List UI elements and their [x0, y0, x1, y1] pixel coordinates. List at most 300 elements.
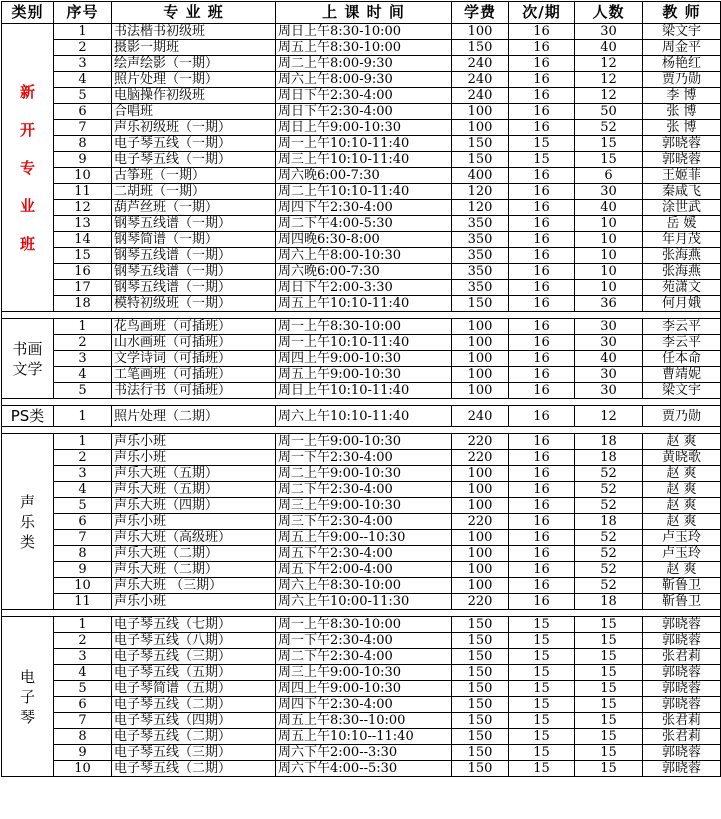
table-row: [2, 514, 721, 530]
row-index: 6: [54, 514, 112, 530]
separator-cell: [2, 399, 721, 406]
row-capacity: 12: [575, 406, 643, 427]
row-fee: 100: [452, 335, 509, 351]
row-fee: 240: [452, 88, 509, 104]
row-sessions: 15: [509, 729, 575, 745]
row-time: 周六下午4:00--5:30: [276, 761, 452, 777]
row-sessions: 16: [509, 578, 575, 594]
row-time: 周二下午4:00-5:30: [276, 216, 452, 232]
table-row: [2, 578, 721, 594]
row-sessions: 16: [509, 466, 575, 482]
row-sessions: 16: [509, 104, 575, 120]
section-separator: [2, 399, 721, 406]
row-time: 周六上午8:00-9:30: [276, 72, 452, 88]
table-row: [2, 136, 721, 152]
row-class-name: 电子琴简谱（五期）: [112, 681, 276, 697]
row-class-name: 电子琴五线（二期）: [112, 761, 276, 777]
header-index: 序号: [54, 2, 112, 24]
row-capacity: 18: [575, 450, 643, 466]
row-time: 周日下午2:30-4:00: [276, 104, 452, 120]
table-row: [2, 216, 721, 232]
row-capacity: 52: [575, 546, 643, 562]
row-index: 1: [54, 406, 112, 427]
table-row: [2, 120, 721, 136]
category-cell: [2, 406, 54, 427]
row-fee: 150: [452, 649, 509, 665]
row-teacher: 靳鲁卫: [643, 578, 721, 594]
row-teacher: 靳鲁卫: [643, 594, 721, 610]
row-class-name: 声乐大班（四期）: [112, 498, 276, 514]
row-capacity: 30: [575, 335, 643, 351]
row-capacity: 40: [575, 40, 643, 56]
row-capacity: 6: [575, 168, 643, 184]
row-fee: 150: [452, 633, 509, 649]
row-class-name: 电子琴五线（二期）: [112, 729, 276, 745]
row-teacher: 卢玉玲: [643, 530, 721, 546]
row-time: 周六上午10:00-11:30: [276, 594, 452, 610]
row-capacity: 30: [575, 383, 643, 399]
row-index: 8: [54, 136, 112, 152]
row-capacity: 12: [575, 72, 643, 88]
row-class-name: 声乐小班: [112, 450, 276, 466]
row-class-name: 声乐大班（五期）: [112, 482, 276, 498]
table-row: [2, 24, 721, 40]
row-class-name: 电子琴五线（四期）: [112, 713, 276, 729]
row-sessions: 16: [509, 594, 575, 610]
row-time: 周二下午2:30-4:00: [276, 482, 452, 498]
row-time: 周五下午2:00-4:00: [276, 562, 452, 578]
row-index: 9: [54, 562, 112, 578]
row-time: 周三上午10:10-11:40: [276, 152, 452, 168]
row-class-name: 钢琴五线谱（一期）: [112, 248, 276, 264]
table-body: [2, 24, 721, 777]
row-index: 4: [54, 367, 112, 383]
table-row: [2, 482, 721, 498]
row-capacity: 15: [575, 761, 643, 777]
row-fee: 150: [452, 761, 509, 777]
row-capacity: 52: [575, 466, 643, 482]
row-fee: 100: [452, 104, 509, 120]
row-sessions: 16: [509, 562, 575, 578]
row-time: 周一下午2:30-4:00: [276, 450, 452, 466]
row-teacher: 郭晓蓉: [643, 633, 721, 649]
row-class-name: 照片处理（二期）: [112, 406, 276, 427]
row-capacity: 10: [575, 248, 643, 264]
row-capacity: 10: [575, 232, 643, 248]
row-sessions: 16: [509, 514, 575, 530]
schedule-sheet: [0, 1, 721, 819]
row-time: 周五上午8:30--10:00: [276, 713, 452, 729]
row-sessions: 16: [509, 168, 575, 184]
row-time: 周五上午10:10--11:40: [276, 729, 452, 745]
row-class-name: 电子琴五线（二期）: [112, 697, 276, 713]
row-sessions: 16: [509, 88, 575, 104]
row-class-name: 电脑操作初级班: [112, 88, 276, 104]
row-capacity: 12: [575, 88, 643, 104]
row-index: 11: [54, 594, 112, 610]
row-sessions: 15: [509, 152, 575, 168]
row-teacher: 赵 爽: [643, 562, 721, 578]
category-cell: [2, 24, 54, 312]
row-capacity: 10: [575, 264, 643, 280]
row-time: 周日上午10:10-11:40: [276, 383, 452, 399]
row-time: 周日下午2:30-4:00: [276, 88, 452, 104]
row-teacher: 梁文宇: [643, 24, 721, 40]
category-label: 电子琴: [19, 667, 35, 726]
category-cell: [2, 319, 54, 399]
row-capacity: 15: [575, 745, 643, 761]
row-capacity: 10: [575, 216, 643, 232]
row-class-name: 电子琴五线（八期）: [112, 633, 276, 649]
separator-cell: [2, 610, 721, 617]
table-row: [2, 745, 721, 761]
table-row: [2, 351, 721, 367]
row-sessions: 15: [509, 633, 575, 649]
table-row: [2, 697, 721, 713]
row-index: 10: [54, 168, 112, 184]
row-teacher: 赵 爽: [643, 466, 721, 482]
row-index: 3: [54, 56, 112, 72]
row-index: 7: [54, 713, 112, 729]
row-sessions: 15: [509, 697, 575, 713]
row-index: 11: [54, 184, 112, 200]
row-sessions: 16: [509, 351, 575, 367]
row-index: 10: [54, 761, 112, 777]
row-capacity: 15: [575, 136, 643, 152]
row-time: 周二上午10:10-11:40: [276, 184, 452, 200]
row-class-name: 工笔画班（可插班）: [112, 367, 276, 383]
row-fee: 350: [452, 280, 509, 296]
row-fee: 100: [452, 498, 509, 514]
row-capacity: 15: [575, 649, 643, 665]
row-index: 9: [54, 152, 112, 168]
row-fee: 100: [452, 530, 509, 546]
row-teacher: 张君莉: [643, 713, 721, 729]
table-row: [2, 184, 721, 200]
row-teacher: 赵 爽: [643, 498, 721, 514]
row-sessions: 16: [509, 482, 575, 498]
row-fee: 220: [452, 450, 509, 466]
row-sessions: 16: [509, 216, 575, 232]
row-time: 周六下午2:00--3:30: [276, 745, 452, 761]
table-row: [2, 200, 721, 216]
row-teacher: 郭晓蓉: [643, 761, 721, 777]
row-teacher: 赵 爽: [643, 482, 721, 498]
row-index: 6: [54, 104, 112, 120]
table-row: [2, 546, 721, 562]
row-class-name: 电子琴五线（七期）: [112, 617, 276, 633]
row-fee: 100: [452, 367, 509, 383]
table-row: [2, 594, 721, 610]
row-index: 5: [54, 498, 112, 514]
row-sessions: 16: [509, 530, 575, 546]
row-class-name: 花鸟画班（可插班）: [112, 319, 276, 335]
table-row: [2, 335, 721, 351]
row-sessions: 15: [509, 745, 575, 761]
row-time: 周一上午8:30-10:00: [276, 617, 452, 633]
row-sessions: 15: [509, 617, 575, 633]
row-capacity: 52: [575, 530, 643, 546]
table-row: [2, 665, 721, 681]
row-class-name: 照片处理（一期）: [112, 72, 276, 88]
row-time: 周一上午8:30-10:00: [276, 319, 452, 335]
row-time: 周五上午10:10-11:40: [276, 296, 452, 312]
row-sessions: 16: [509, 406, 575, 427]
category-cell: [2, 434, 54, 610]
table-row: [2, 88, 721, 104]
row-teacher: 李 博: [643, 88, 721, 104]
row-teacher: 秦咸飞: [643, 184, 721, 200]
row-teacher: 涂世武: [643, 200, 721, 216]
row-time: 周四上午9:00-10:30: [276, 681, 452, 697]
row-index: 3: [54, 351, 112, 367]
row-fee: 150: [452, 713, 509, 729]
category-label: PS类: [10, 407, 45, 425]
table-row: [2, 248, 721, 264]
header-class: 专 业 班: [112, 2, 276, 24]
row-index: 16: [54, 264, 112, 280]
row-sessions: 16: [509, 367, 575, 383]
row-capacity: 12: [575, 56, 643, 72]
table-row: [2, 296, 721, 312]
table-row: [2, 498, 721, 514]
table-row: [2, 450, 721, 466]
row-sessions: 15: [509, 649, 575, 665]
row-capacity: 18: [575, 594, 643, 610]
table-row: [2, 232, 721, 248]
row-class-name: 书法楷书初级班: [112, 24, 276, 40]
table-row: [2, 761, 721, 777]
row-index: 5: [54, 681, 112, 697]
row-capacity: 15: [575, 697, 643, 713]
row-time: 周日上午9:00-10:30: [276, 120, 452, 136]
row-capacity: 30: [575, 24, 643, 40]
table-row: [2, 152, 721, 168]
row-capacity: 10: [575, 280, 643, 296]
row-class-name: 声乐小班: [112, 594, 276, 610]
section-separator: [2, 427, 721, 434]
table-row: [2, 40, 721, 56]
row-teacher: 周金平: [643, 40, 721, 56]
row-fee: 150: [452, 697, 509, 713]
row-sessions: 16: [509, 546, 575, 562]
row-capacity: 18: [575, 434, 643, 450]
row-teacher: 张 博: [643, 104, 721, 120]
table-row: [2, 56, 721, 72]
row-index: 1: [54, 617, 112, 633]
row-class-name: 声乐大班（高级班）: [112, 530, 276, 546]
table-row: [2, 434, 721, 450]
row-index: 3: [54, 649, 112, 665]
row-time: 周二下午2:30-4:00: [276, 649, 452, 665]
row-capacity: 36: [575, 296, 643, 312]
row-class-name: 声乐大班（五期）: [112, 466, 276, 482]
row-teacher: 张君莉: [643, 729, 721, 745]
row-teacher: 梁文宇: [643, 383, 721, 399]
row-time: 周一上午9:00-10:30: [276, 434, 452, 450]
row-capacity: 40: [575, 351, 643, 367]
row-class-name: 声乐大班 （三期）: [112, 578, 276, 594]
row-fee: 100: [452, 383, 509, 399]
row-teacher: 张海燕: [643, 248, 721, 264]
table-row: [2, 367, 721, 383]
row-fee: 150: [452, 681, 509, 697]
table-row: [2, 649, 721, 665]
row-time: 周四下午2:30-4:00: [276, 697, 452, 713]
row-time: 周四下午2:30-4:00: [276, 200, 452, 216]
row-teacher: 李云平: [643, 335, 721, 351]
row-teacher: 黄晓歌: [643, 450, 721, 466]
row-sessions: 16: [509, 184, 575, 200]
row-fee: 240: [452, 406, 509, 427]
row-class-name: 声乐初级班（一期）: [112, 120, 276, 136]
table-row: [2, 562, 721, 578]
row-capacity: 15: [575, 152, 643, 168]
row-teacher: 王姬菲: [643, 168, 721, 184]
row-class-name: 模特初级班（一期）: [112, 296, 276, 312]
row-index: 12: [54, 200, 112, 216]
row-teacher: 郭晓蓉: [643, 136, 721, 152]
table-row: [2, 633, 721, 649]
row-time: 周五上午9:00--10:30: [276, 530, 452, 546]
row-time: 周日上午8:30-10:00: [276, 24, 452, 40]
row-capacity: 52: [575, 498, 643, 514]
row-fee: 100: [452, 466, 509, 482]
row-time: 周五上午8:30-10:00: [276, 40, 452, 56]
row-fee: 220: [452, 594, 509, 610]
header-time: 上 课 时 间: [276, 2, 452, 24]
row-index: 8: [54, 729, 112, 745]
row-fee: 150: [452, 745, 509, 761]
row-sessions: 15: [509, 136, 575, 152]
row-index: 2: [54, 633, 112, 649]
row-sessions: 16: [509, 383, 575, 399]
row-index: 9: [54, 745, 112, 761]
row-fee: 100: [452, 546, 509, 562]
row-fee: 100: [452, 120, 509, 136]
row-teacher: 卢玉玲: [643, 546, 721, 562]
row-class-name: 合唱班: [112, 104, 276, 120]
row-teacher: 张君莉: [643, 649, 721, 665]
row-sessions: 15: [509, 713, 575, 729]
row-index: 4: [54, 665, 112, 681]
separator-cell: [2, 312, 721, 319]
row-teacher: 贾乃勋: [643, 406, 721, 427]
header-category: 类别: [2, 2, 54, 24]
row-fee: 100: [452, 578, 509, 594]
row-capacity: 30: [575, 184, 643, 200]
row-capacity: 18: [575, 514, 643, 530]
row-fee: 220: [452, 434, 509, 450]
table-row: [2, 264, 721, 280]
row-class-name: 二胡班（一期）: [112, 184, 276, 200]
row-time: 周四晚6:30-8:00: [276, 232, 452, 248]
row-time: 周二上午9:00-10:30: [276, 466, 452, 482]
row-fee: 100: [452, 482, 509, 498]
row-sessions: 16: [509, 248, 575, 264]
category-label: 声乐类: [19, 492, 35, 551]
row-fee: 350: [452, 216, 509, 232]
row-index: 1: [54, 434, 112, 450]
row-time: 周一上午10:10-11:40: [276, 335, 452, 351]
row-fee: 120: [452, 200, 509, 216]
row-fee: 150: [452, 40, 509, 56]
row-class-name: 山水画班（可插班）: [112, 335, 276, 351]
row-time: 周一下午2:30-4:00: [276, 633, 452, 649]
row-time: 周五下午2:30-4:00: [276, 546, 452, 562]
row-fee: 120: [452, 184, 509, 200]
category-cell: [2, 617, 54, 777]
row-class-name: 书法行书（可插班）: [112, 383, 276, 399]
row-index: 2: [54, 40, 112, 56]
row-capacity: 30: [575, 319, 643, 335]
row-index: 18: [54, 296, 112, 312]
row-capacity: 15: [575, 681, 643, 697]
row-index: 10: [54, 578, 112, 594]
row-sessions: 16: [509, 498, 575, 514]
row-index: 5: [54, 88, 112, 104]
row-class-name: 钢琴简谱（一期）: [112, 232, 276, 248]
row-capacity: 52: [575, 562, 643, 578]
row-time: 周三上午9:00-10:30: [276, 665, 452, 681]
row-index: 6: [54, 697, 112, 713]
row-fee: 150: [452, 617, 509, 633]
table-row: [2, 104, 721, 120]
row-class-name: 电子琴五线（三期）: [112, 745, 276, 761]
row-class-name: 声乐大班（二期）: [112, 562, 276, 578]
category-label: 新开专业班: [19, 82, 35, 253]
row-sessions: 16: [509, 56, 575, 72]
row-class-name: 声乐小班: [112, 514, 276, 530]
row-capacity: 15: [575, 665, 643, 681]
row-index: 7: [54, 120, 112, 136]
header-row: [2, 2, 721, 24]
row-capacity: 52: [575, 578, 643, 594]
row-class-name: 文学诗词（可插班）: [112, 351, 276, 367]
row-class-name: 古筝班（一期）: [112, 168, 276, 184]
row-fee: 100: [452, 24, 509, 40]
row-fee: 100: [452, 562, 509, 578]
row-teacher: 郭晓蓉: [643, 617, 721, 633]
row-sessions: 16: [509, 335, 575, 351]
row-index: 2: [54, 335, 112, 351]
row-time: 周六晚6:00-7:30: [276, 168, 452, 184]
row-index: 15: [54, 248, 112, 264]
table-row: [2, 168, 721, 184]
row-class-name: 葫芦丝班（一期）: [112, 200, 276, 216]
row-class-name: 电子琴五线（一期）: [112, 136, 276, 152]
row-sessions: 16: [509, 24, 575, 40]
table-row: [2, 617, 721, 633]
row-sessions: 16: [509, 434, 575, 450]
row-fee: 150: [452, 665, 509, 681]
row-fee: 240: [452, 72, 509, 88]
table-row: [2, 713, 721, 729]
row-sessions: 16: [509, 450, 575, 466]
row-class-name: 声乐小班: [112, 434, 276, 450]
row-teacher: 曹靖妮: [643, 367, 721, 383]
row-sessions: 16: [509, 72, 575, 88]
row-capacity: 30: [575, 367, 643, 383]
table-row: [2, 729, 721, 745]
row-class-name: 钢琴五线谱（一期）: [112, 264, 276, 280]
row-index: 5: [54, 383, 112, 399]
row-sessions: 16: [509, 280, 575, 296]
header-teacher: 教 师: [643, 2, 721, 24]
row-teacher: 杨艳红: [643, 56, 721, 72]
row-index: 14: [54, 232, 112, 248]
category-label: 书画文学: [12, 339, 43, 378]
